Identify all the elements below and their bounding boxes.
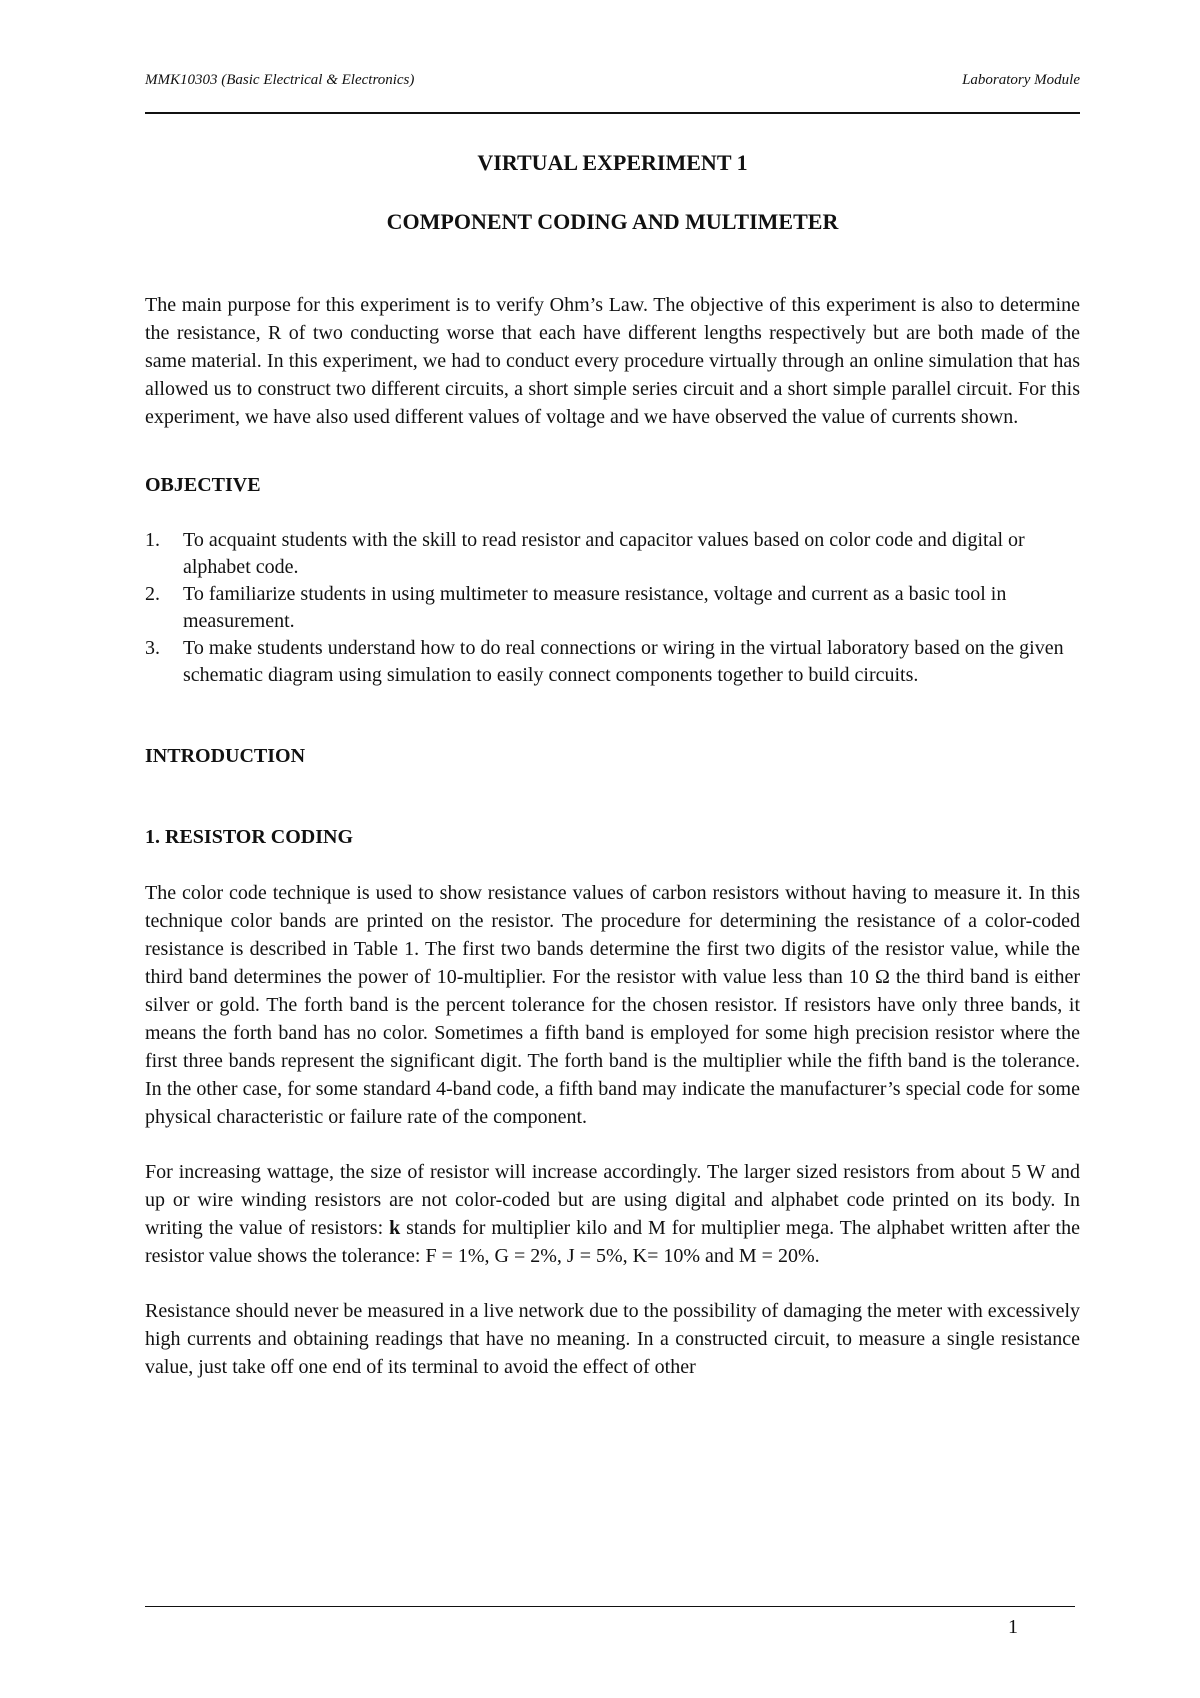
objective-item-text: To familiarize students in using multimeter to measure resistance, voltage and current as a basic tool in measurement. — [183, 583, 1007, 632]
paragraph-2-part-a: For increasing wattage, the size of resistor will increase accordingly. The larger sized resistors from about 5 W and up or wire winding resistors are not color-coded but are using digital and alphabet code printed on its body. In writing the value of resistors: — [145, 1161, 1080, 1239]
objective-item — [145, 527, 1080, 581]
objective-item-number: 3. — [145, 637, 160, 659]
experiment-subtitle: COMPONENT CODING AND MULTIMETER — [386, 209, 839, 234]
page-content — [145, 148, 1080, 1381]
objective-item-text: To make students understand how to do real connections or wiring in the virtual laboratory based on the given schematic diagram using simulation to easily connect components together to build circuits. — [183, 637, 1064, 686]
page-header — [145, 72, 1080, 114]
header-module: Laboratory Module — [962, 72, 1080, 88]
objective-list — [145, 527, 1080, 689]
footer-divider — [145, 1606, 1075, 1607]
intro-paragraph: The main purpose for this experiment is to verify Ohm’s Law. The objective of this experiment is also to determine the resistance, R of two conducting worse that each have different lengths respectively but are both made of the same material. In this experiment, we had to conduct every procedure virtually through an online simulation that has allowed us to construct two different circuits, a short simple series circuit and a short simple parallel circuit. For this experiment, we have also used different values of voltage and we have observed the value of currents shown. — [145, 294, 1080, 428]
objective-heading: OBJECTIVE — [145, 474, 261, 496]
experiment-title: VIRTUAL EXPERIMENT 1 — [477, 150, 748, 175]
header-course: MMK10303 (Basic Electrical & Electronics) — [145, 72, 415, 88]
resistor-coding-heading: 1. RESISTOR CODING — [145, 826, 354, 848]
objective-item-number: 1. — [145, 529, 160, 551]
resistor-coding-paragraph-1: The color code technique is used to show resistance values of carbon resistors without having to measure it. In this technique color bands are printed on the resistor. The procedure for determining the resistance of a color-coded resistance is described in Table 1. The first two bands determine the first two digits of the resistor value, while the third band determines the power of 10-multiplier. For the resistor with value less than 10 Ω the third band is either silver or gold. The forth band is the percent tolerance for the chosen resistor. If resistors have only three bands, it means the forth band has no color. Sometimes a fifth band is employed for some high precision resistor where the first three bands represent the significant digit. The forth band is the multiplier while the fifth band is the tolerance. In the other case, for some standard 4-band code, a fifth band may indicate the manufacturer’s special code for some physical characteristic or failure rate of the component. — [145, 882, 1080, 1128]
resistor-coding-paragraph-3: Resistance should never be measured in a live network due to the possibility of damaging the meter with excessively high currents and obtaining readings that have no meaning. In a constructed circuit, to measure a single resistance value, just take off one end of its terminal to avoid the effect of other — [145, 1300, 1080, 1378]
objective-item — [145, 635, 1080, 689]
page-number: 1 — [1008, 1616, 1018, 1638]
resistor-coding-paragraph-2 — [145, 1158, 1080, 1270]
objective-item-number: 2. — [145, 583, 160, 605]
objective-item-text: To acquaint students with the skill to read resistor and capacitor values based on color code and digital or alphabet code. — [183, 529, 1025, 578]
objective-item — [145, 581, 1080, 635]
kilo-symbol: k — [389, 1217, 401, 1239]
paragraph-2-part-b: stands for multiplier kilo and M for multiplier mega. The alphabet written after the resistor value shows the tolerance: F = 1%, G = 2%, J = 5%, K= 10% and M = 20%. — [145, 1217, 1080, 1267]
introduction-heading: INTRODUCTION — [145, 745, 306, 767]
